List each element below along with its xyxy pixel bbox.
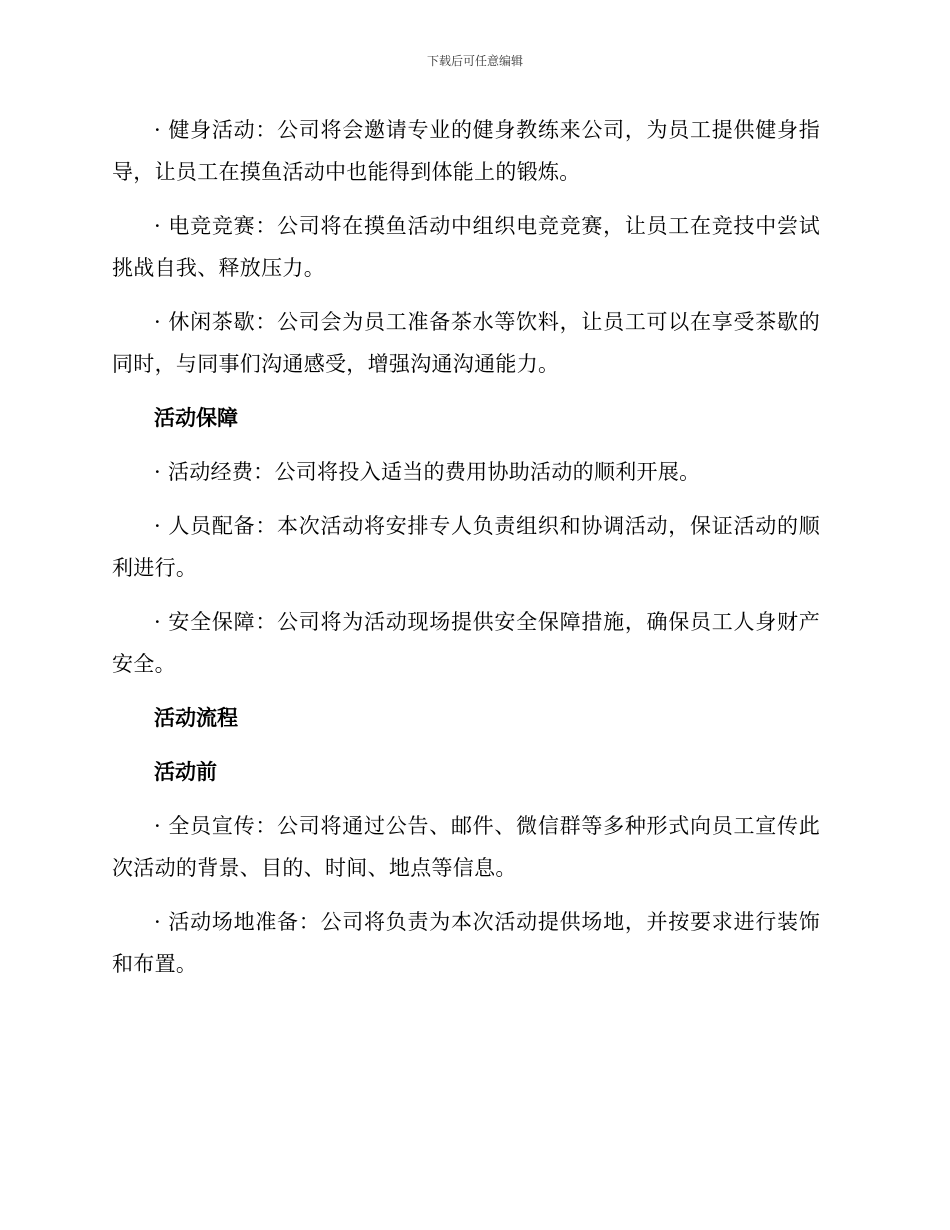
document-body — [112, 109, 820, 997]
heading-before-activity: 活动前 — [154, 760, 217, 784]
paragraph-fitness: · 健身活动：公司将会邀请专业的健身教练来公司，为员工提供健身指导，让员工在摸鱼活动中也能得到体能上的锻炼。 — [112, 118, 820, 184]
paragraph-venue-prep: · 活动场地准备：公司将负责为本次活动提供场地，并按要求进行装饰和布置。 — [112, 910, 820, 976]
paragraph-budget: · 活动经费：公司将投入适当的费用协助活动的顺利开展。 — [154, 460, 701, 484]
heading-activity-process: 活动流程 — [154, 706, 238, 730]
paragraph-publicity: · 全员宣传：公司将通过公告、邮件、微信群等多种形式向员工宣传此次活动的背景、目的、时间、地点等信息。 — [112, 814, 820, 880]
header-note: 下载后可任意编辑 — [426, 54, 523, 68]
heading-activity-guarantee: 活动保障 — [154, 406, 238, 430]
paragraph-tea-break: · 休闲茶歇：公司会为员工准备茶水等饮料，让员工可以在享受茶歇的同时，与同事们沟通感受，增强沟通沟通能力。 — [112, 310, 820, 376]
paragraph-staffing: · 人员配备：本次活动将安排专人负责组织和协调活动，保证活动的顺利进行。 — [112, 514, 820, 580]
paragraph-safety: · 安全保障：公司将为活动现场提供安全保障措施，确保员工人身财产安全。 — [112, 610, 820, 676]
paragraph-esports: · 电竞竞赛：公司将在摸鱼活动中组织电竞竞赛，让员工在竞技中尝试挑战自我、释放压力。 — [112, 214, 820, 280]
